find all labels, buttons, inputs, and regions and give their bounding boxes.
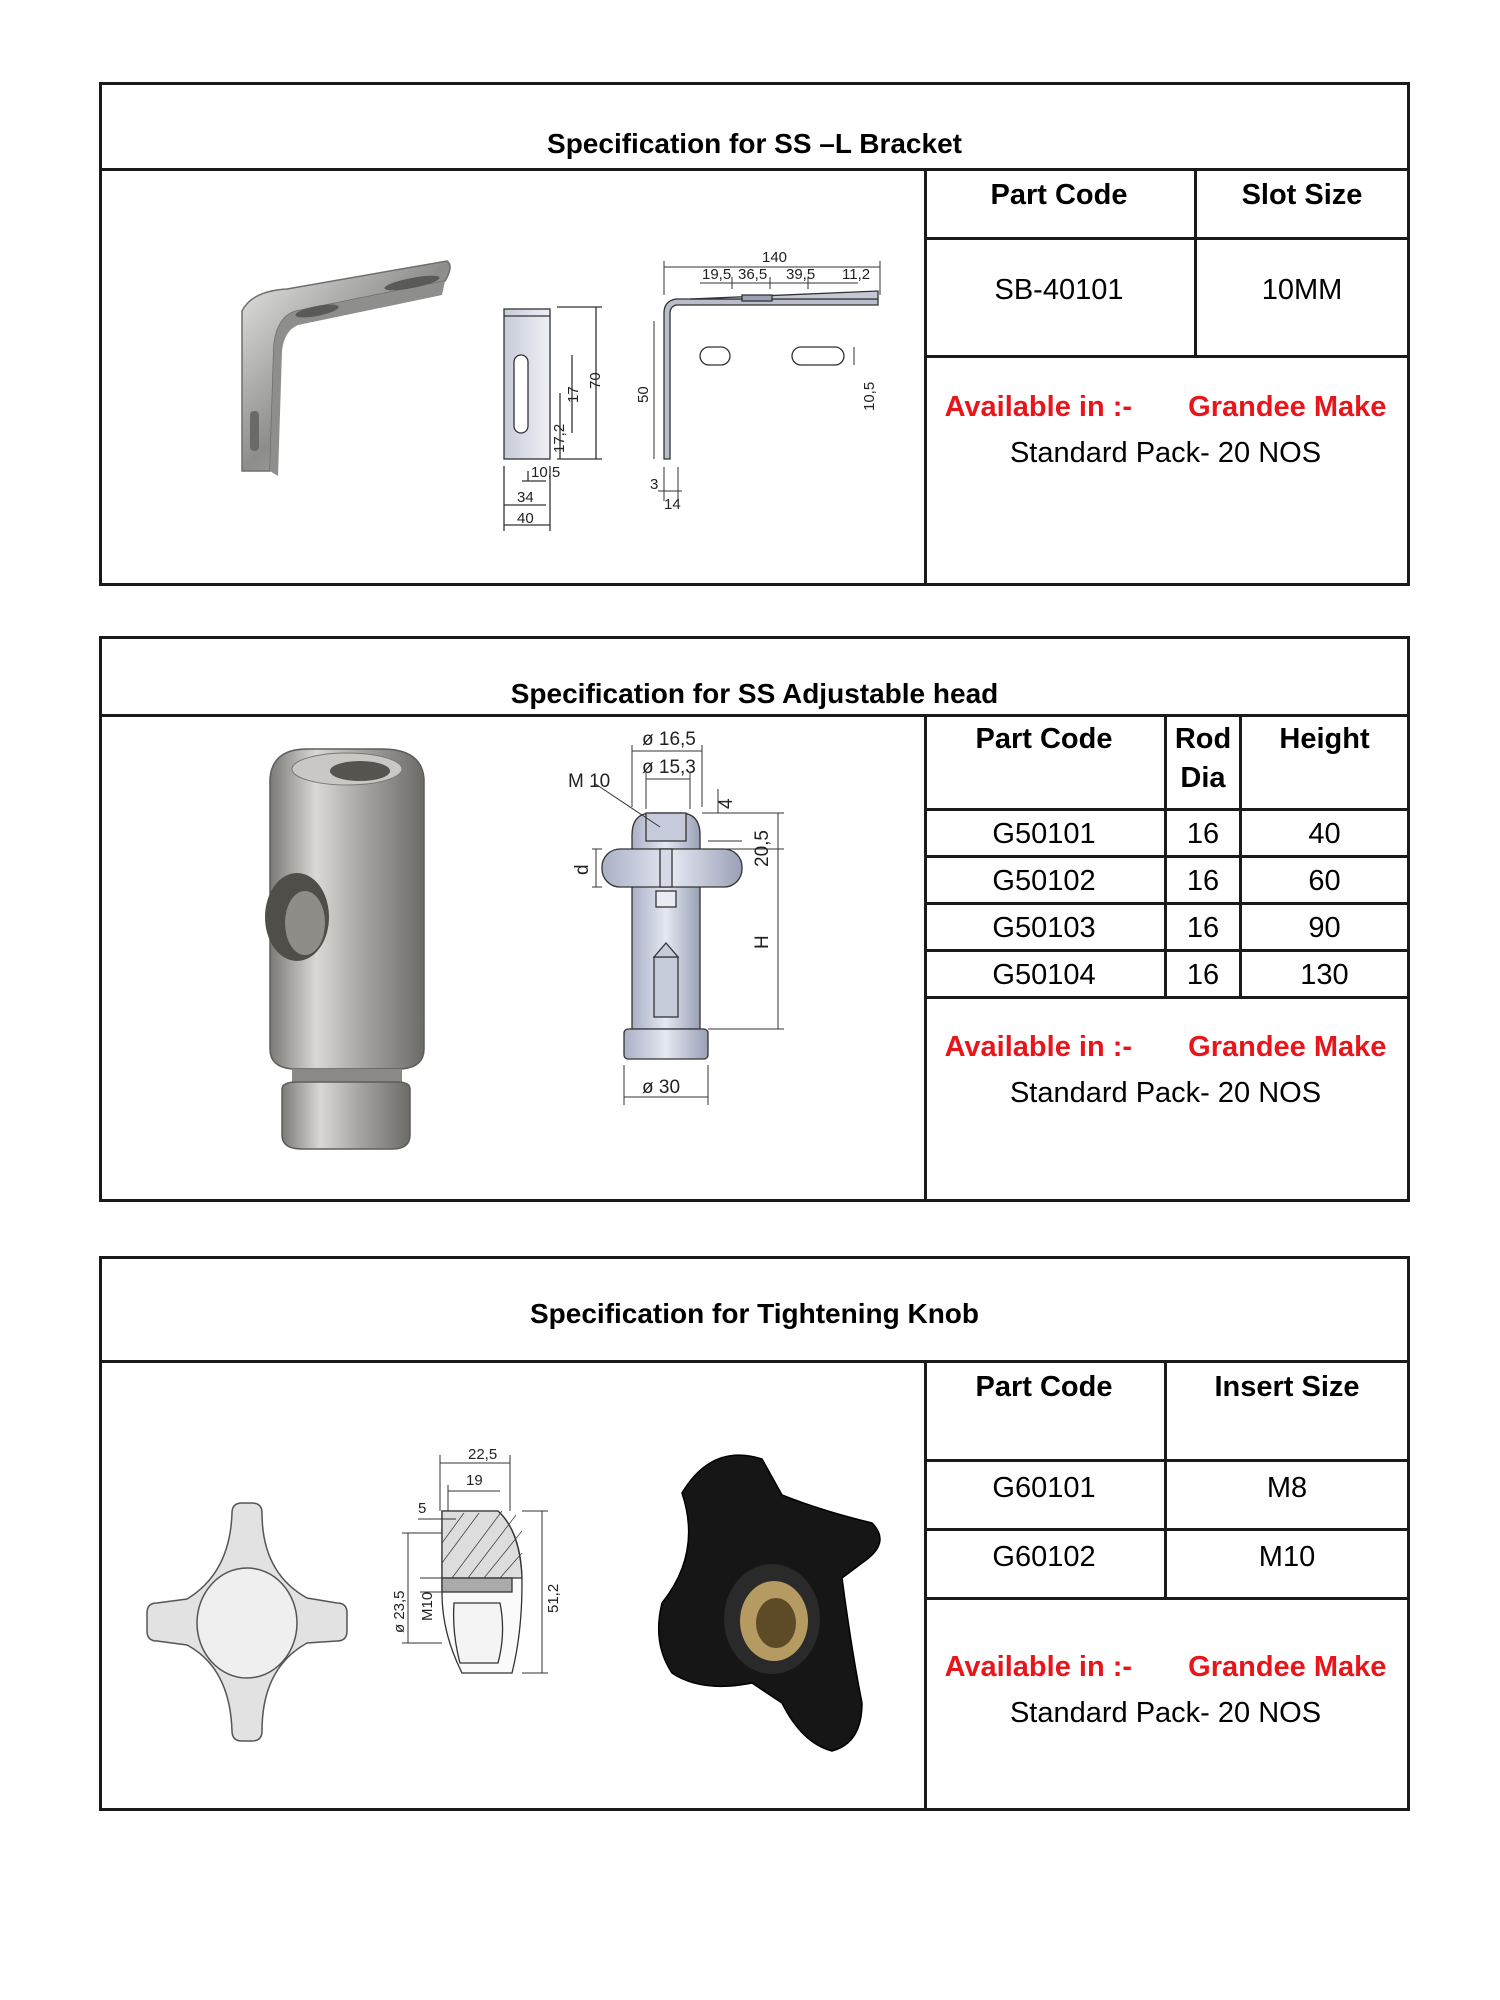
dim-19: 19: [466, 1472, 483, 1489]
knob-photo: [659, 1455, 880, 1751]
standard-pack: Standard Pack- 20 NOS: [1009, 1077, 1322, 1109]
spec-table: [924, 171, 1407, 583]
l-bracket-photo: [242, 261, 450, 476]
dim-19-5: 19,5: [702, 266, 732, 283]
dim-diameter-23-5: ø 23,5: [391, 1590, 408, 1633]
cell-height: 90: [1239, 905, 1407, 949]
dim-51-2: 51,2: [545, 1583, 562, 1613]
table-row: [924, 1462, 1407, 1531]
section-tightening-knob: [99, 1256, 1410, 1811]
l-bracket-figure: [102, 171, 924, 583]
dim-39-5: 39,5: [786, 266, 816, 283]
table-header-row: [924, 717, 1407, 811]
header-part-code: Part Code: [975, 1371, 1113, 1403]
cell-rod-dia: 16: [1164, 952, 1239, 996]
dim-140: 140: [762, 249, 788, 266]
cell-insert-size: M10: [1164, 1531, 1407, 1597]
adjustable-head-figure: [102, 717, 924, 1199]
adjustable-head-drawing: [592, 745, 784, 1105]
dim-70: 70: [587, 372, 604, 389]
cell-rod-dia: 16: [1164, 858, 1239, 902]
dim-14: 14: [664, 496, 681, 513]
dim-36-5: 36,5: [738, 266, 768, 283]
header-dia-line: Dia: [1180, 762, 1226, 794]
dim-h: H: [752, 935, 773, 949]
header-rod-line: Rod: [1174, 723, 1232, 755]
header-part-code: Part Code: [975, 723, 1113, 755]
dim-m10-knob: M10: [419, 1591, 436, 1621]
dim-17-2: 17,2: [551, 423, 568, 453]
available-label: Available in :-: [944, 1031, 1133, 1063]
cell-rod-dia: 16: [1164, 905, 1239, 949]
cell-part-code: G50102: [992, 865, 1096, 897]
availability-line: [924, 1031, 1407, 1064]
dim-m10: M 10: [568, 771, 611, 792]
standard-pack: Standard Pack- 20 NOS: [1009, 437, 1322, 469]
dim-20-5: 20,5: [752, 830, 773, 867]
dim-50: 50: [635, 386, 652, 403]
table-row: [924, 858, 1407, 905]
dim-5: 5: [418, 1500, 427, 1517]
dim-diameter-30: ø 30: [642, 1077, 681, 1098]
make-label: Grandee Make: [1188, 1651, 1387, 1683]
dim-11-2: 11,2: [842, 266, 871, 283]
dim-diameter-15-3: ø 15,3: [642, 757, 696, 778]
cell-slot-size: 10MM: [1194, 240, 1407, 355]
product-figure: [102, 171, 927, 583]
cell-part-code: G50101: [992, 818, 1096, 850]
spec-table: [924, 1363, 1407, 1808]
header-part-code: Part Code: [990, 179, 1128, 211]
dim-4: 4: [716, 798, 737, 809]
table-row: [924, 1531, 1407, 1600]
dim-34: 34: [517, 489, 534, 506]
cell-part-code: G60102: [992, 1541, 1096, 1573]
make-label: Grandee Make: [1188, 391, 1387, 423]
dim-3: 3: [650, 476, 659, 493]
table-header-row: [924, 171, 1407, 240]
available-label: Available in :-: [944, 391, 1133, 423]
tightening-knob-figure: [102, 1363, 924, 1811]
cell-height: 130: [1239, 952, 1407, 996]
dim-40: 40: [517, 510, 534, 527]
cell-part-code: G50104: [992, 959, 1096, 991]
dim-d: d: [572, 864, 593, 875]
dim-17: 17: [565, 386, 582, 403]
l-bracket-front-drawing: [654, 261, 880, 501]
product-figure: [102, 717, 927, 1199]
section-title: Specification for Tightening Knob: [102, 1259, 1407, 1363]
section-l-bracket: [99, 82, 1410, 586]
cell-part-code: G50103: [992, 912, 1096, 944]
header-height: Height: [1239, 717, 1407, 808]
cell-insert-size: M8: [1164, 1462, 1407, 1528]
dim-10-5-side: 10,5: [531, 464, 561, 481]
knob-top-view-drawing: [147, 1503, 347, 1741]
availability-line: [924, 1651, 1407, 1684]
header-slot-size: Slot Size: [1194, 171, 1407, 237]
adjustable-head-photo: [265, 749, 424, 1149]
table-header-row: [924, 1363, 1407, 1462]
table-row: [924, 905, 1407, 952]
table-row: [924, 240, 1407, 358]
spec-table: [924, 717, 1407, 1199]
product-figure: [102, 1363, 927, 1808]
cell-height: 60: [1239, 858, 1407, 902]
cell-rod-dia: 16: [1164, 811, 1239, 855]
make-label: Grandee Make: [1188, 1031, 1387, 1063]
dim-diameter-16-5: ø 16,5: [642, 729, 696, 750]
section-title: Specification for SS Adjustable head: [102, 639, 1407, 717]
cell-height: 40: [1239, 811, 1407, 855]
dim-10-5-front: 10,5: [861, 381, 878, 411]
dim-22-5: 22,5: [468, 1446, 498, 1463]
availability-line: [924, 391, 1407, 424]
cell-part-code: G60101: [992, 1472, 1096, 1504]
section-adjustable-head: [99, 636, 1410, 1202]
available-label: Available in :-: [944, 1651, 1133, 1683]
standard-pack: Standard Pack- 20 NOS: [1009, 1697, 1322, 1729]
section-title: Specification for SS –L Bracket: [102, 85, 1407, 171]
header-insert-size: Insert Size: [1164, 1363, 1407, 1459]
table-row: [924, 811, 1407, 858]
cell-part-code: SB-40101: [994, 274, 1124, 306]
header-rod-dia: [1164, 717, 1239, 808]
table-row: [924, 952, 1407, 999]
